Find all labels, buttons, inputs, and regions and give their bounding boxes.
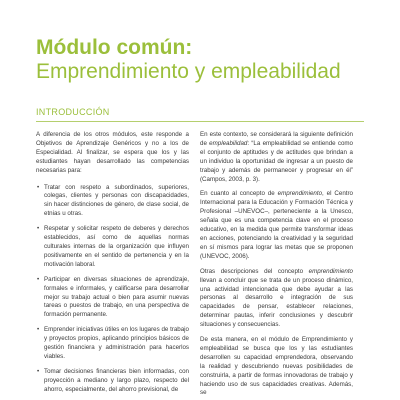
module-goal-paragraph: De esta manera, en el módulo de Emprendimiento y empleabilidad se busca que los y las estudiantes desarrollen su capacidad emprendedora, observando la realidad y descubriendo nuevas posibilidades de construirla, a partir de formas innovadoras de trabajo y haciendo uso de sus capacidades creativas. Además, se	[200, 336, 353, 397]
defined-term: emprendimiento	[277, 190, 323, 198]
list-item: • Emprender iniciativas útiles en los lugares de trabajo y proyectos propios, aplicando principios básicos de gestión financiera y administración para hacerlos viables.	[36, 326, 189, 362]
competencies-list	[36, 184, 189, 395]
employability-paragraph	[200, 131, 353, 184]
paragraph-text: En este contexto, se considerará la siguiente definición de	[200, 131, 353, 147]
paragraph-text: , el Centro Internacional para la Educación y Formación Técnica y Profesional –UNEVOC–, perteneciente a la Unesco, señala que es una competencia clave en el proceso educativo, en la medida que permite transformar ideas en acciones, potenciando la creatividad y la seguridad en sí mismos para lograr las metas que se proponen (UNEVOC, 2006).	[200, 190, 353, 260]
list-item: • Participar en diversas situaciones de aprendizaje, formales e informales, y calificarse para desarrollar mejor su trabajo actual o bien para asumir nuevas tareas o puestos de trabajo, en una perspectiva de formación permanente.	[36, 276, 189, 321]
paragraph-text: : “La empleabilidad se entiende como el conjunto de aptitudes y de actitudes que brindan a un individuo la oportunidad de ingresar a un puesto de trabajo y además de permanecer y progresar en él” (Campos, 2003, p. 3).	[200, 139, 353, 183]
module-title-line1: Módulo común:	[36, 36, 193, 59]
entrepreneurship-paragraph	[200, 190, 353, 261]
left-column	[36, 131, 189, 400]
descriptions-paragraph	[200, 268, 353, 330]
list-item: • Respetar y solicitar respeto de deberes y derechos establecidos, así como de aquellas normas culturales internas de la organización que influyen positivamente en el sentido de pertenencia y en la motivación laboral.	[36, 225, 189, 270]
section-heading: INTRODUCCIÓN	[36, 107, 110, 117]
module-title-line2: Emprendimiento y empleabilidad	[36, 60, 341, 83]
section-divider	[36, 121, 364, 122]
right-column	[200, 131, 353, 400]
paragraph-text: En cuanto al concepto de	[200, 190, 278, 198]
paragraph-text: llevan a concluir que se trata de un proceso dinámico, una actividad intencionada que debe ayudar a las personas al desarrollo e integración de sus capacidades de pensar, establecer relaciones, determinar pautas, inferir conclusiones y descubrir situaciones y consecuencias.	[200, 276, 353, 329]
defined-term: empleabilidad	[209, 139, 248, 147]
defined-term: emprendimiento	[308, 267, 353, 275]
list-item: • Tomar decisiones financieras bien informadas, con proyección a mediano y largo plazo, respecto del ahorro, especialmente, del ahorro previsional, de	[36, 368, 189, 395]
intro-paragraph: A diferencia de los otros módulos, este responde a Objetivos de Aprendizaje Genéricos y no a los de Especialidad. Al finalizar, se espera que los y las estudiantes hayan desarrollado las competencias necesarias para:	[36, 131, 189, 174]
paragraph-text: Otras descripciones del concepto	[200, 267, 309, 275]
list-item: • Tratar con respeto a subordinados, superiores, colegas, clientes y personas con discapacidades, sin hacer distinciones de género, de clase social, de etnias u otras.	[36, 184, 189, 220]
